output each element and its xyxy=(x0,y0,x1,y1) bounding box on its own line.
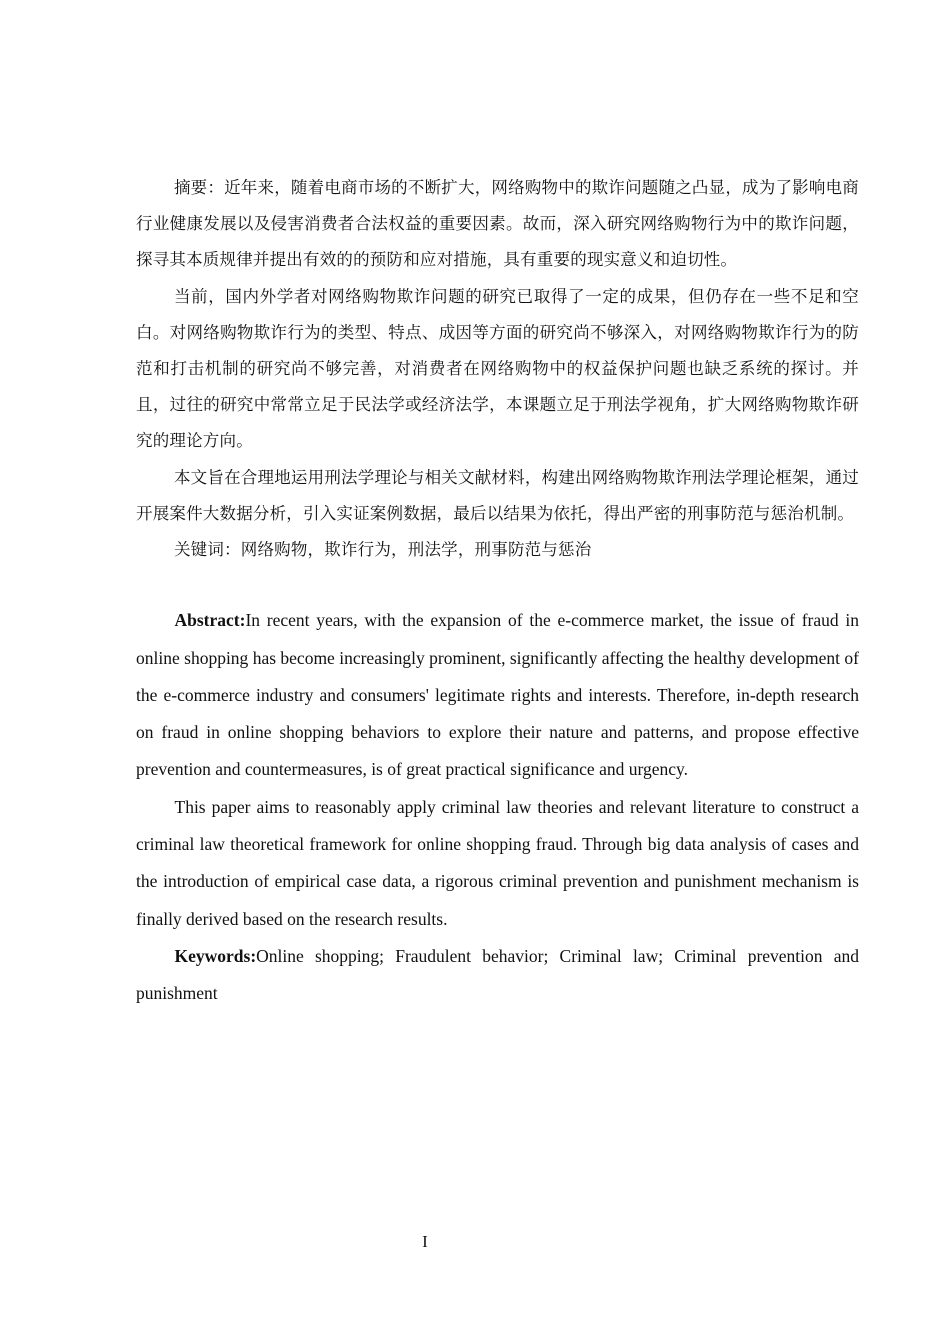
chinese-abstract-label: 摘要： xyxy=(173,178,225,197)
chinese-keywords xyxy=(136,532,859,568)
english-abstract-paragraph-1 xyxy=(136,602,859,788)
english-keywords xyxy=(136,938,859,1013)
english-keywords-text: Online shopping; Fraudulent behavior; Criminal law; Criminal prevention and punishment xyxy=(136,945,859,1004)
section-spacer xyxy=(136,568,859,602)
page-number: I xyxy=(422,1232,428,1251)
chinese-abstract-paragraph-3: 本文旨在合理地运用刑法学理论与相关文献材料，构建出网络购物欺诈刑法学理论框架，通过开展案件大数据分析，引入实证案例数据，最后以结果为依托，得出严密的刑事防范与惩治机制。 xyxy=(136,467,859,523)
english-abstract-text-1: In recent years, with the expansion of the e-commerce market, the issue of fraud in online shopping has become increasingly prominent, significantly affecting the healthy development of the e-commerce industry and consumers' legitimate rights and interests. Therefore, in-depth research on fraud in online shopping behaviors to explore their nature and patterns, and propose effective prevention and countermeasures, is of great practical significance and urgency. xyxy=(136,610,859,780)
english-abstract-paragraph-2: This paper aims to reasonably apply criminal law theories and relevant literature to construct a criminal law theoretical framework for online shopping fraud. Through big data analysis of cases and the introduction of empirical case data, a rigorous criminal prevention and punishment mechanism is finally derived based on the research results. xyxy=(136,796,859,929)
chinese-abstract-paragraph-2: 当前，国内外学者对网络购物欺诈问题的研究已取得了一定的成果，但仍存在一些不足和空白。对网络购物欺诈行为的类型、特点、成因等方面的研究尚不够深入，对网络购物欺诈行为的防范和打击机制的研究尚不够完善，对消费者在网络购物中的权益保护问题也缺乏系统的探讨。并且，过往的研究中常常立足于民法学或经济法学，本课题立足于刑法学视角，扩大网络购物欺诈研究的理论方向。 xyxy=(136,286,859,451)
english-keywords-label: Keywords: xyxy=(174,945,257,966)
document-page xyxy=(136,170,859,1013)
english-abstract-label: Abstract: xyxy=(174,610,246,631)
chinese-abstract-paragraph-1 xyxy=(136,170,859,279)
chinese-keywords-label: 关键词： xyxy=(173,540,241,560)
chinese-keywords-text: 网络购物，欺诈行为，刑法学，刑事防范与惩治 xyxy=(240,540,592,560)
chinese-abstract-text-1: 近年来，随着电商市场的不断扩大，网络购物中的欺诈问题随之凸显，成为了影响电商行业健康发展以及侵害消费者合法权益的重要因素。故而，深入研究网络购物行为中的欺诈问题，探寻其本质规律并提出有效的的预防和应对措施，具有重要的现实意义和迫切性。 xyxy=(136,178,859,270)
